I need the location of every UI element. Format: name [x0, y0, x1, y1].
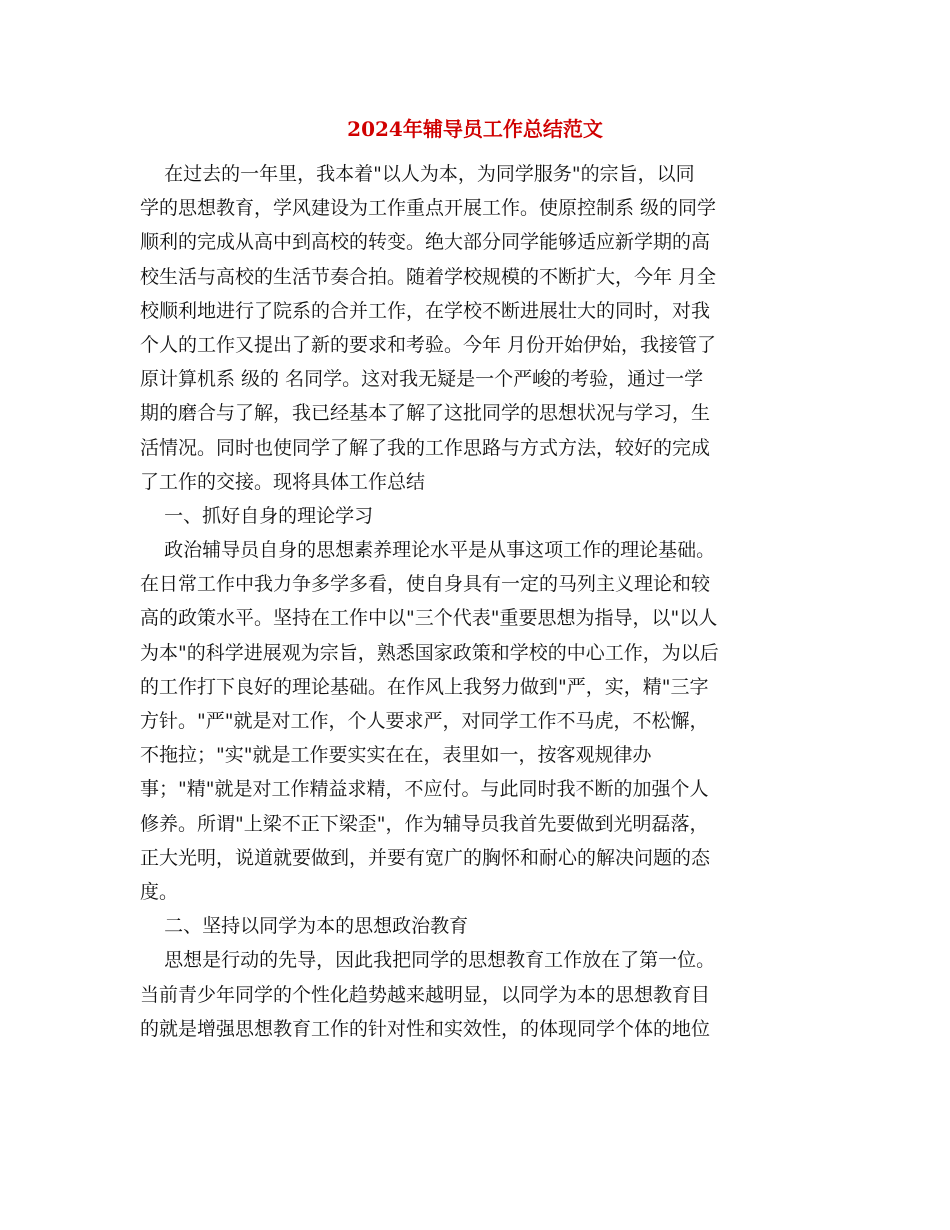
text-line: 为本"的科学进展观为宗旨，熟悉国家政策和学校的中心工作，为以后 [140, 641, 719, 664]
text-line: 在过去的一年里，我本着"以人为本，为同学服务"的宗旨，以同 [140, 163, 695, 185]
text-line: 顺利的完成从高中到高校的转变。绝大部分同学能够适应新学期的高 [140, 231, 711, 254]
document-title: 2024年辅导员工作总结范文 [347, 117, 603, 141]
text-line: 校生活与高校的生活节奏合拍。随着学校规模的不断扩大，今年 月全 [140, 265, 717, 288]
text-line: 高的政策水平。坚持在工作中以"三个代表"重要思想为指导，以"以人 [140, 607, 718, 630]
text-line: 的工作打下良好的理论基础。在作风上我努力做到"严，实，精"三字 [140, 675, 709, 698]
text-line: 校顺利地进行了院系的合并工作，在学校不断进展壮大的同时，对我 [140, 299, 711, 322]
text-line: 度。 [140, 880, 179, 903]
text-line: 期的磨合与了解，我已经基本了解了这批同学的思想状况与学习，生 [140, 402, 711, 425]
text-line: 在日常工作中我力争多学多看，使自身具有一定的马列主义理论和较 [140, 573, 711, 596]
text-line: 二、坚持以同学为本的思想政治教育 [140, 915, 469, 938]
text-line: 原计算机系 级的 名同学。这对我无疑是一个严峻的考验，通过一学 [140, 368, 704, 391]
text-line: 不拖拉；"实"就是工作要实实在在，表里如一，按客观规律办 [140, 744, 652, 767]
text-line: 当前青少年同学的个性化趋势越来越明显，以同学为本的思想教育目 [140, 983, 711, 1006]
text-line: 了工作的交接。现将具体工作总结 [140, 470, 426, 493]
text-line: 学的思想教育，学风建设为工作重点开展工作。使原控制系 级的同学 [140, 197, 717, 220]
text-line: 政治辅导员自身的思想素养理论水平是从事这项工作的理论基础。 [140, 539, 716, 562]
text-line: 活情况。同时也使同学了解了我的工作思路与方式方法，较好的完成 [140, 436, 711, 459]
text-line: 的就是增强思想教育工作的针对性和实效性，的体现同学个体的地位 [140, 1017, 711, 1040]
text-line: 修养。所谓"上梁不正下梁歪"，作为辅导员我首先要做到光明磊落， [140, 812, 709, 835]
text-line: 一、抓好自身的理论学习 [140, 504, 374, 527]
text-line: 事；"精"就是对工作精益求精，不应付。与此同时我不断的加强个人 [140, 778, 709, 801]
text-line: 思想是行动的先导，因此我把同学的思想教育工作放在了第一位。 [140, 949, 716, 972]
text-line: 正大光明，说道就要做到，并要有宽广的胸怀和耐心的解决问题的态 [140, 846, 711, 869]
text-line: 方针。"严"就是对工作，个人要求严，对同学工作不马虎，不松懈， [140, 710, 709, 732]
text-line: 个人的工作又提出了新的要求和考验。今年 月份开始伊始，我接管了 [140, 333, 717, 356]
document-body [140, 157, 812, 1046]
